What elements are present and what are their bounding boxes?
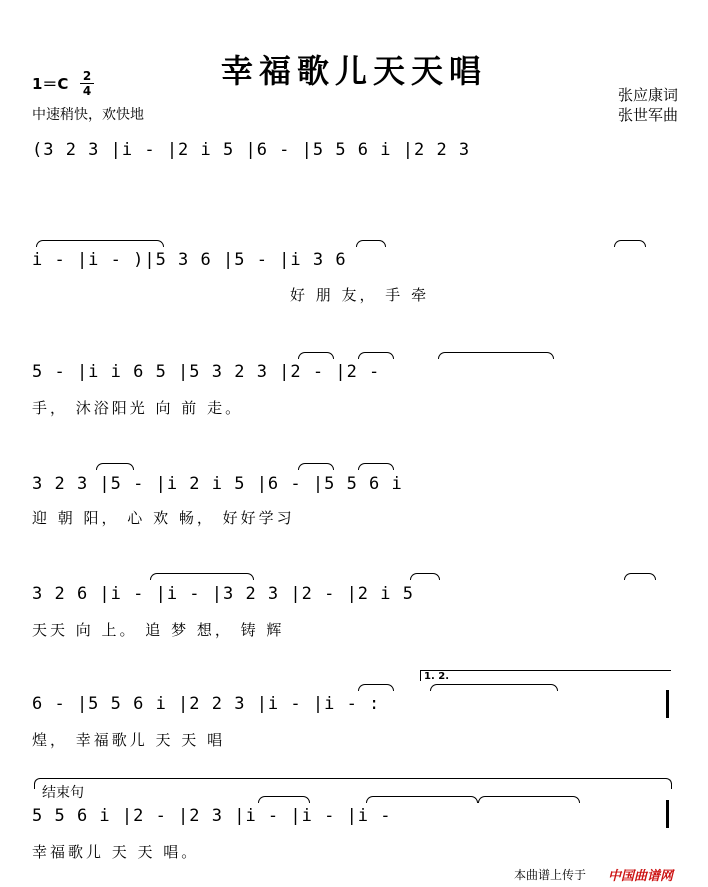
score-row-3-lyrics: 手， 沐浴阳光 向 前 走。 — [32, 399, 244, 417]
score-row-6-lyrics: 煌， 幸福歌儿 天 天 唱 — [32, 731, 226, 749]
slur-mark — [96, 463, 134, 470]
score-row-7-notes: 5 5 6 i |2 - |2 3 |i - |i - |i - — [32, 806, 392, 826]
score-row-2-lyrics: 好 朋 友， 手 牵 — [290, 286, 430, 304]
lyricist-credit: 张应康词 — [617, 86, 678, 104]
slur-mark — [358, 684, 394, 691]
time-sig-denominator: 4 — [82, 84, 92, 98]
slur-mark — [258, 796, 310, 803]
slur-mark — [356, 240, 386, 247]
score-row-4-lyrics: 迎 朝 阳， 心 欢 畅， 好好学习 — [32, 509, 295, 527]
slur-mark — [410, 573, 440, 580]
repeat-end-barline — [666, 690, 669, 718]
slur-mark — [298, 352, 334, 359]
slur-mark — [366, 796, 478, 803]
score-row-6-notes: 6 - |5 5 6 i |2 2 3 |i - |i - : — [32, 694, 381, 714]
time-signature — [80, 70, 94, 97]
time-sig-numerator: 2 — [82, 69, 92, 83]
slur-mark — [36, 240, 164, 247]
slur-mark — [438, 352, 554, 359]
score-row-5-notes: 3 2 6 |i - |i - |3 2 3 |2 - |2 i 5 — [32, 584, 414, 604]
key-signature: 1＝C — [32, 75, 69, 93]
score-row-3-notes: 5 - |i i 6 5 |5 3 2 3 |2 - |2 - — [32, 362, 381, 382]
score-row-5-lyrics: 天天 向 上。 追 梦 想， 铸 辉 — [32, 621, 285, 639]
final-barline — [666, 800, 669, 828]
coda-label: 结束句 — [42, 785, 84, 801]
score-row-1-notes: (3 2 3 |i - |2 i 5 |6 - |5 5 6 i |2 2 3 — [32, 140, 471, 160]
score-row-4-notes: 3 2 3 |5 - |i 2 i 5 |6 - |5 5 6 i — [32, 474, 403, 494]
slur-mark — [614, 240, 646, 247]
score-row-2-notes: i - |i - )|5 3 6 |5 - |i 3 6 — [32, 250, 347, 270]
coda-bracket — [34, 778, 672, 789]
composer-credit: 张世军曲 — [617, 106, 678, 124]
volta-bracket — [420, 670, 671, 681]
footer-upload-text: 本曲谱上传于 — [514, 868, 587, 882]
slur-mark — [358, 352, 394, 359]
slur-mark — [478, 796, 580, 803]
slur-mark — [358, 463, 394, 470]
score-row-7-lyrics: 幸福歌儿 天 天 唱。 — [32, 843, 200, 861]
site-logo: 中国曲谱网 — [608, 869, 674, 884]
slur-mark — [430, 684, 558, 691]
slur-mark — [150, 573, 254, 580]
volta-label: 1. 2. — [424, 671, 449, 682]
slur-mark — [624, 573, 656, 580]
tempo-marking: 中速稍快，欢快地 — [32, 107, 144, 123]
slur-mark — [298, 463, 334, 470]
song-title: 幸福歌儿天天唱 — [220, 52, 487, 90]
